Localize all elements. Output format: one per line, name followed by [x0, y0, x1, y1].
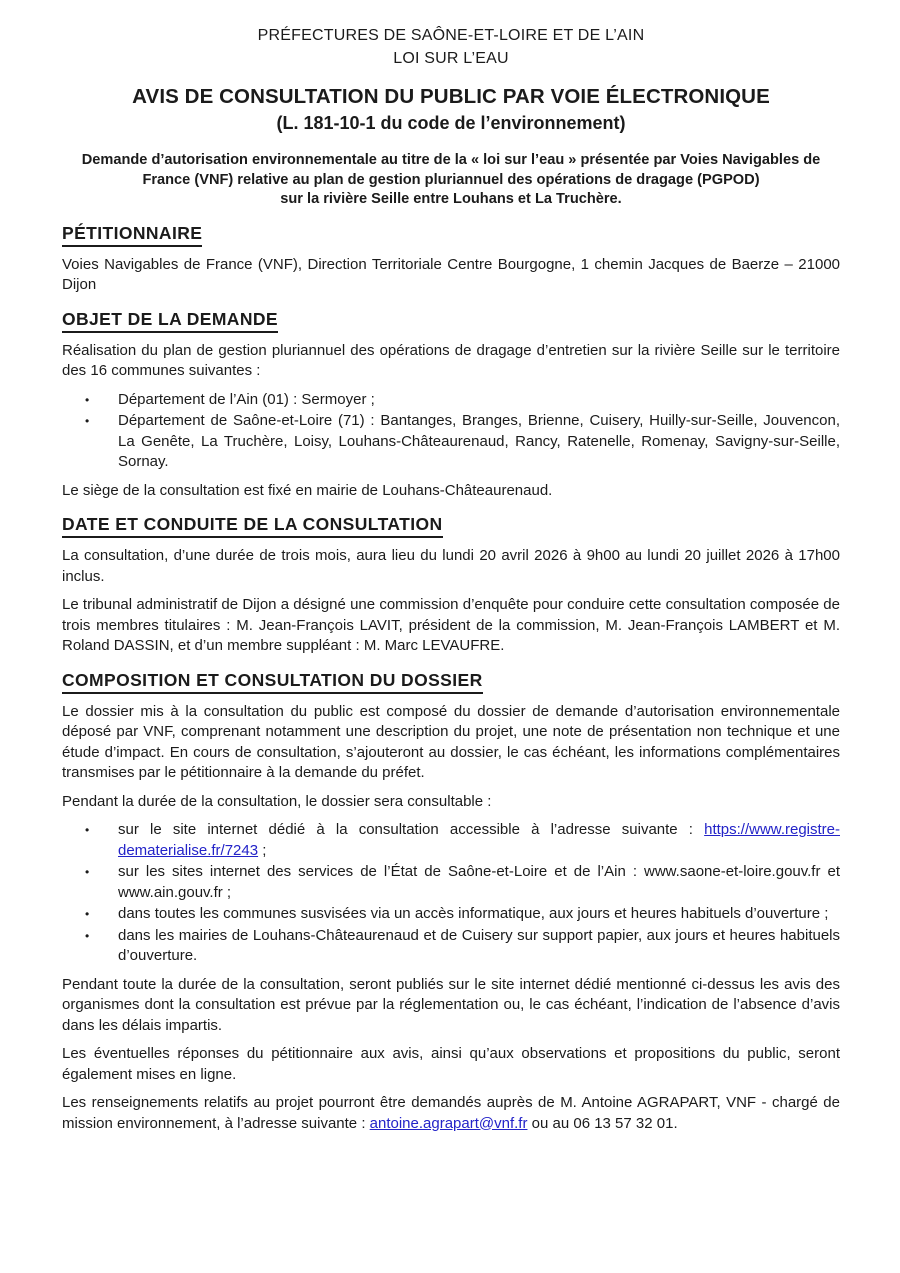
list-item-ain — [62, 390, 840, 411]
loi-sur-leau-line: LOI SUR L’EAU — [393, 50, 509, 67]
list-item-text: dans toutes les communes susvisées via un accès informatique, aux jours et heures habituels d’ouverture ; — [118, 905, 829, 922]
petitionnaire-body: Voies Navigables de France (VNF), Direction Territoriale Centre Bourgogne, 1 chemin Jacques de Baerze – 21000 Dijon — [62, 255, 840, 293]
bullet-icon: • — [85, 823, 90, 837]
intro-line-3: sur la rivière Seille entre Louhans et La Truchère. — [280, 191, 622, 207]
bullet-icon: • — [85, 865, 90, 879]
date-conduite-p1: La consultation, d’une durée de trois mois, aura lieu du lundi 20 avril 2026 à 9h00 au lundi 20 juillet 2026 à 17h00 inclus. — [62, 547, 840, 585]
prefectures-line: PRÉFECTURES DE SAÔNE-ET-LOIRE ET DE L’AIN — [257, 27, 645, 44]
intro-summary-paragraph — [62, 151, 840, 210]
section-heading-composition: COMPOSITION ET CONSULTATION DU DOSSIER — [62, 670, 483, 694]
bullet-icon: • — [85, 907, 90, 921]
composition-p2: Pendant la durée de la consultation, le dossier sera consultable : — [62, 792, 492, 810]
list-item-text: Département de l’Ain (01) : Sermoyer ; — [118, 390, 375, 408]
dossier-access-bullet-list — [62, 820, 840, 967]
subtitle-legal-reference: (L. 181-10-1 du code de l’environnement) — [276, 113, 626, 133]
composition-p1: Le dossier mis à la consultation du public est composé du dossier de demande d’autorisation environnementale déposé par VNF, comprenant notamment une description du projet, une note de présentation non technique et une étude d’impact. En cours de consultation, s’ajouteront au dossier, le cas échéant, les informations complémentaires transmises par le pétitionnaire à la demande du préfet. — [62, 702, 840, 781]
list-item-sites-etat — [62, 862, 840, 903]
list-item-communes-acces — [62, 904, 840, 925]
intro-line-2: France (VNF) relative au plan de gestion pluriannuel des opérations de dragage (PGPOD) — [142, 171, 760, 188]
communes-bullet-list — [62, 390, 840, 473]
list-item-text: sur le site internet dédié à la consultation accessible à l’adresse suivante : — [118, 821, 705, 838]
bullet-icon: • — [85, 928, 90, 943]
objet-outro: Le siège de la consultation est fixé en mairie de Louhans-Châteaurenaud. — [62, 481, 553, 499]
intro-line-1: Demande d’autorisation environnementale au titre de la « loi sur l’eau » présentée par Voies Navigables de — [81, 152, 821, 168]
section-heading-objet: OBJET DE LA DEMANDE — [62, 309, 278, 333]
list-item-site-dedie — [62, 820, 840, 861]
list-item-text: Département de Saône-et-Loire (71) : Bantanges, Branges, Brienne, Cuisery, Huilly-sur-Seille, Jouvencon, La Genête, La Truchère, Loisy, Louhans-Châteaurenaud, Rancy, Ratenelle, Romenay, Savigny-sur-Seille, Sornay. — [118, 412, 840, 470]
contact-email-link[interactable]: antoine.agrapart@vnf.fr — [369, 1114, 528, 1132]
date-conduite-p2: Le tribunal administratif de Dijon a désigné une commission d’enquête pour conduire cette consultation composée de trois membres titulaires : M. Jean-François LAVIT, président de la commission, M. Jean-François LAMBERT et M. Roland DASSIN, et d’un membre suppléant : M. Marc LEVAUFRE. — [62, 596, 840, 654]
contact-paragraph — [62, 1093, 840, 1134]
section-heading-date-conduite: DATE ET CONDUITE DE LA CONSULTATION — [62, 514, 443, 538]
composition-p4: Les éventuelles réponses du pétitionnaire aux avis, ainsi qu’aux observations et propositions du public, seront également mises en ligne. — [62, 1045, 840, 1083]
bullet-icon: • — [85, 414, 90, 428]
list-item-text: dans les mairies de Louhans-Châteaurenaud et de Cuisery sur support papier, aux jours et heures habituels d’ouverture. — [118, 926, 840, 964]
list-item-text: ; — [258, 841, 267, 859]
composition-p3: Pendant toute la durée de la consultation, seront publiés sur le site internet dédié mentionné ci-dessus les avis des organismes dont la consultation est prévue par la réglementation ou, le cas échéant, l’indication de l’absence d’avis dans les délais impartis. — [62, 975, 840, 1034]
contact-text-after: ou au 06 13 57 32 01. — [527, 1114, 678, 1132]
registre-dematerialise-link[interactable]: https://www.registre-dematerialise.fr/7243 — [118, 821, 840, 859]
document-header — [62, 24, 840, 210]
objet-intro: Réalisation du plan de gestion pluriannuel des opérations de dragage d’entretien sur la rivière Seille sur le territoire des 16 communes suivantes : — [62, 341, 840, 379]
contact-text-before: Les renseignements relatifs au projet pourront être demandés auprès de M. Antoine AGRAPART, VNF - chargé de mission environnement, à l’adresse suivante : — [62, 1094, 840, 1132]
list-item-mairies-papier — [62, 926, 840, 967]
bullet-icon: • — [85, 392, 90, 407]
list-item-saone-et-loire — [62, 411, 840, 473]
list-item-text: sur les sites internet des services de l’État de Saône-et-Loire et de l’Ain : www.saone-et-loire.gouv.fr et www.ain.gouv.fr ; — [118, 863, 840, 901]
section-heading-petitionnaire: PÉTITIONNAIRE — [62, 223, 202, 247]
main-title: AVIS DE CONSULTATION DU PUBLIC PAR VOIE ÉLECTRONIQUE — [132, 85, 770, 108]
